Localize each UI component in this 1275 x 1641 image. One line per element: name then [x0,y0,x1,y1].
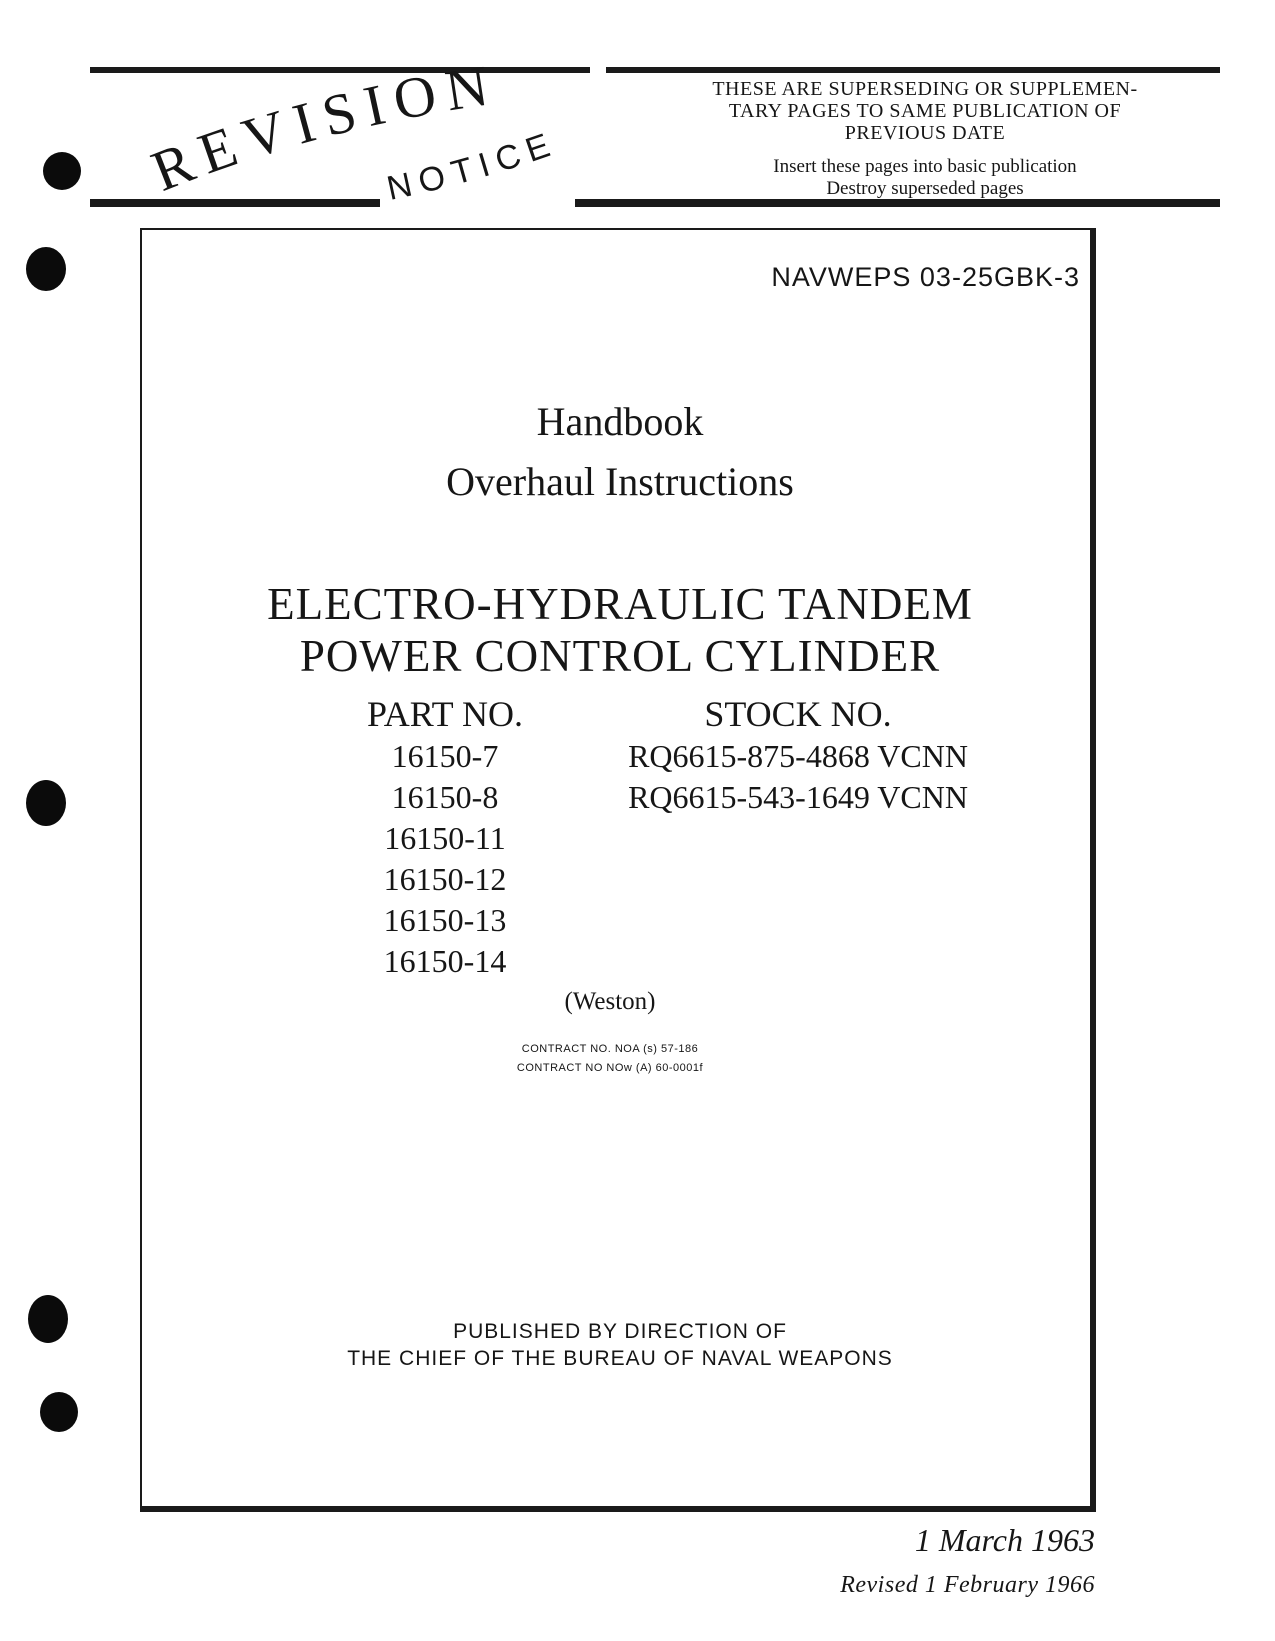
binder-hole [43,152,81,190]
manufacturer: (Weston) [564,988,656,1015]
stamp-top-rule-right [606,67,1220,73]
stock-number: RQ6615-543-1649 VCNN [628,779,968,815]
subtitle: Overhaul Instructions [446,459,794,504]
contract-number: CONTRACT NO. NOA (s) 57-186 [521,1043,699,1055]
binder-hole [28,1295,68,1343]
part-number: 16150-11 [384,820,506,856]
svg-text:NOTICE [383,124,562,208]
notice-word: NOTICE [383,123,563,208]
title-line-2: POWER CONTROL CYLINDER [299,631,941,681]
part-number: 16150-13 [383,902,507,938]
published-line-1: PUBLISHED BY DIRECTION OF [453,1320,787,1343]
part-number: 16150-8 [391,779,499,815]
revised-date: Revised 1 February 1966 [840,1572,1095,1598]
notice-line: TARY PAGES TO SAME PUBLICATION OF [728,100,1122,122]
publisher-block [260,1318,980,1372]
stamp-notice-text [690,78,1160,200]
part-number-column [330,692,560,982]
contract-number: CONTRACT NO NOw (A) 60-0001f [516,1062,704,1074]
part-number-header: PART NO. [367,694,523,734]
instruction-line: Destroy superseded pages [826,178,1024,199]
contracts [460,1040,760,1078]
instruction-line: Insert these pages into basic publication [773,156,1077,177]
stock-number: RQ6615-875-4868 VCNN [628,738,968,774]
issue-date: 1 March 1963 [914,1522,1095,1558]
part-number: 16150-12 [383,861,507,897]
handbook-label: Handbook [536,399,704,444]
stock-number-column [588,692,1008,818]
notice-line: PREVIOUS DATE [844,122,1006,144]
part-number: 16150-14 [383,943,507,979]
binder-hole [26,247,66,291]
notice-line: THESE ARE SUPERSEDING OR SUPPLEMEN- [712,78,1138,100]
stock-number-header: STOCK NO. [704,694,892,734]
published-line-2: THE CHIEF OF THE BUREAU OF NAVAL WEAPONS [347,1347,893,1370]
title-line-1: ELECTRO-HYDRAULIC TANDEM [267,579,973,629]
binder-hole [40,1392,78,1432]
stamp-bottom-rule-right [575,199,1220,207]
document-number: NAVWEPS 03-25GBK-3 [771,262,1080,292]
revision-word-art [90,64,610,214]
revision-word: REVISION [142,64,503,204]
binder-hole [26,780,66,826]
part-number: 16150-7 [391,738,499,774]
revision-stamp [90,64,1220,214]
